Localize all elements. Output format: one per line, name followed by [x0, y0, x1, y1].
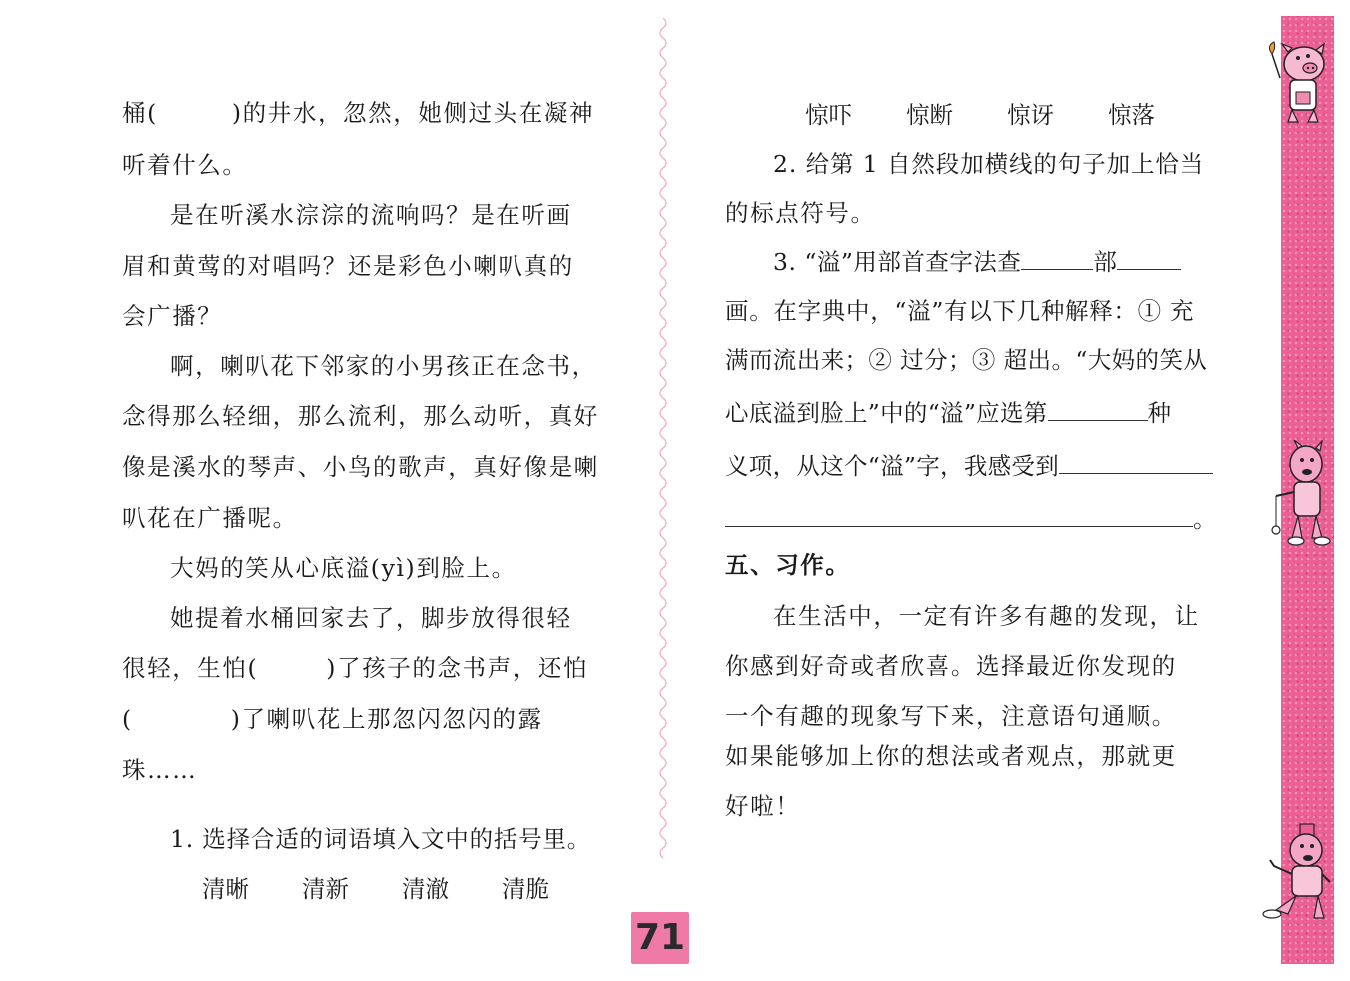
text-line: 念得那么轻细，那么流利，那么动听，真好 [122, 402, 599, 430]
option-word: 清晰 [202, 875, 249, 903]
page-divider [656, 18, 670, 898]
text-line: 是在听溪水淙淙的流响吗？是在听画 [170, 201, 572, 229]
essay-line: 好啦！ [725, 792, 801, 820]
text-line: 大妈的笑从心底溢(yì)到脸上。 [170, 554, 517, 582]
essay-line: 一个有趣的现象写下来，注意语句通顺。 [725, 702, 1177, 730]
question-2: 2. 给第 1 自然段加横线的句子加上恰当 [773, 150, 1205, 178]
answer-blank[interactable] [1059, 453, 1213, 474]
option-word: 惊吓 [805, 101, 852, 129]
options-1 [202, 874, 549, 904]
text-line: 。 [725, 504, 1218, 534]
text-line: 啊，喇叭花下邻家的小男孩正在念书， [170, 352, 597, 380]
option-word: 惊讶 [1007, 101, 1054, 129]
text-line: 桶( )的井水，忽然，她侧过头在凝神 [122, 99, 595, 127]
essay-line: 如果能够加上你的想法或者观点，那就更 [725, 742, 1177, 770]
section-heading: 五、习作。 [725, 551, 851, 579]
text-line: 义项，从这个“溢”字，我感受到 [725, 451, 1213, 481]
page-number: 71 [631, 912, 689, 964]
pig-mascot-icon [1258, 40, 1336, 130]
wolf-waving-mascot-icon [1262, 822, 1336, 926]
text-line: 会广播？ [122, 302, 223, 330]
answer-blank[interactable] [1048, 400, 1148, 421]
answer-blank[interactable] [1021, 249, 1093, 270]
question-3: 3. “溢”用部首查字法查 部 [773, 247, 1181, 277]
text-line: 珠…… [122, 756, 198, 784]
text-line: 听着什么。 [122, 151, 248, 179]
wolf-yoyo-mascot-icon [1262, 440, 1336, 550]
answer-blank[interactable] [725, 506, 1193, 527]
text-line: 满而流出来；② 过分；③ 超出。“大妈的笑从 [725, 346, 1208, 374]
text-line: 的标点符号。 [725, 199, 876, 227]
text-line: 画。在字典中，“溢”有以下几种解释：① 充 [725, 297, 1195, 325]
options-2 [805, 100, 1155, 130]
text-line: 叭花在广播呢。 [122, 504, 298, 532]
text-line: 像是溪水的琴声、小鸟的歌声，真好像是喇 [122, 453, 599, 481]
question-1: 1. 选择合适的词语填入文中的括号里。 [170, 825, 592, 853]
option-word: 惊落 [1108, 101, 1155, 129]
text-line: ( )了喇叭花上那忽闪忽闪的露 [122, 705, 543, 733]
text-line: 她提着水桶回家去了，脚步放得很轻 [170, 604, 572, 632]
text-line: 很轻，生怕( )了孩子的念书声，还怕 [122, 654, 589, 682]
option-word: 清澈 [402, 875, 449, 903]
text-line: 眉和黄莺的对唱吗？还是彩色小喇叭真的 [122, 252, 574, 280]
essay-line: 在生活中，一定有许多有趣的发现，让 [773, 602, 1200, 630]
answer-blank[interactable] [1117, 249, 1181, 270]
text-line: 心底溢到脸上”中的“溢”应选第 种 [725, 399, 1172, 427]
option-word: 惊断 [906, 101, 953, 129]
essay-line: 你感到好奇或者欣喜。选择最近你发现的 [725, 652, 1177, 680]
option-word: 清新 [302, 875, 349, 903]
option-word: 清脆 [502, 875, 549, 903]
